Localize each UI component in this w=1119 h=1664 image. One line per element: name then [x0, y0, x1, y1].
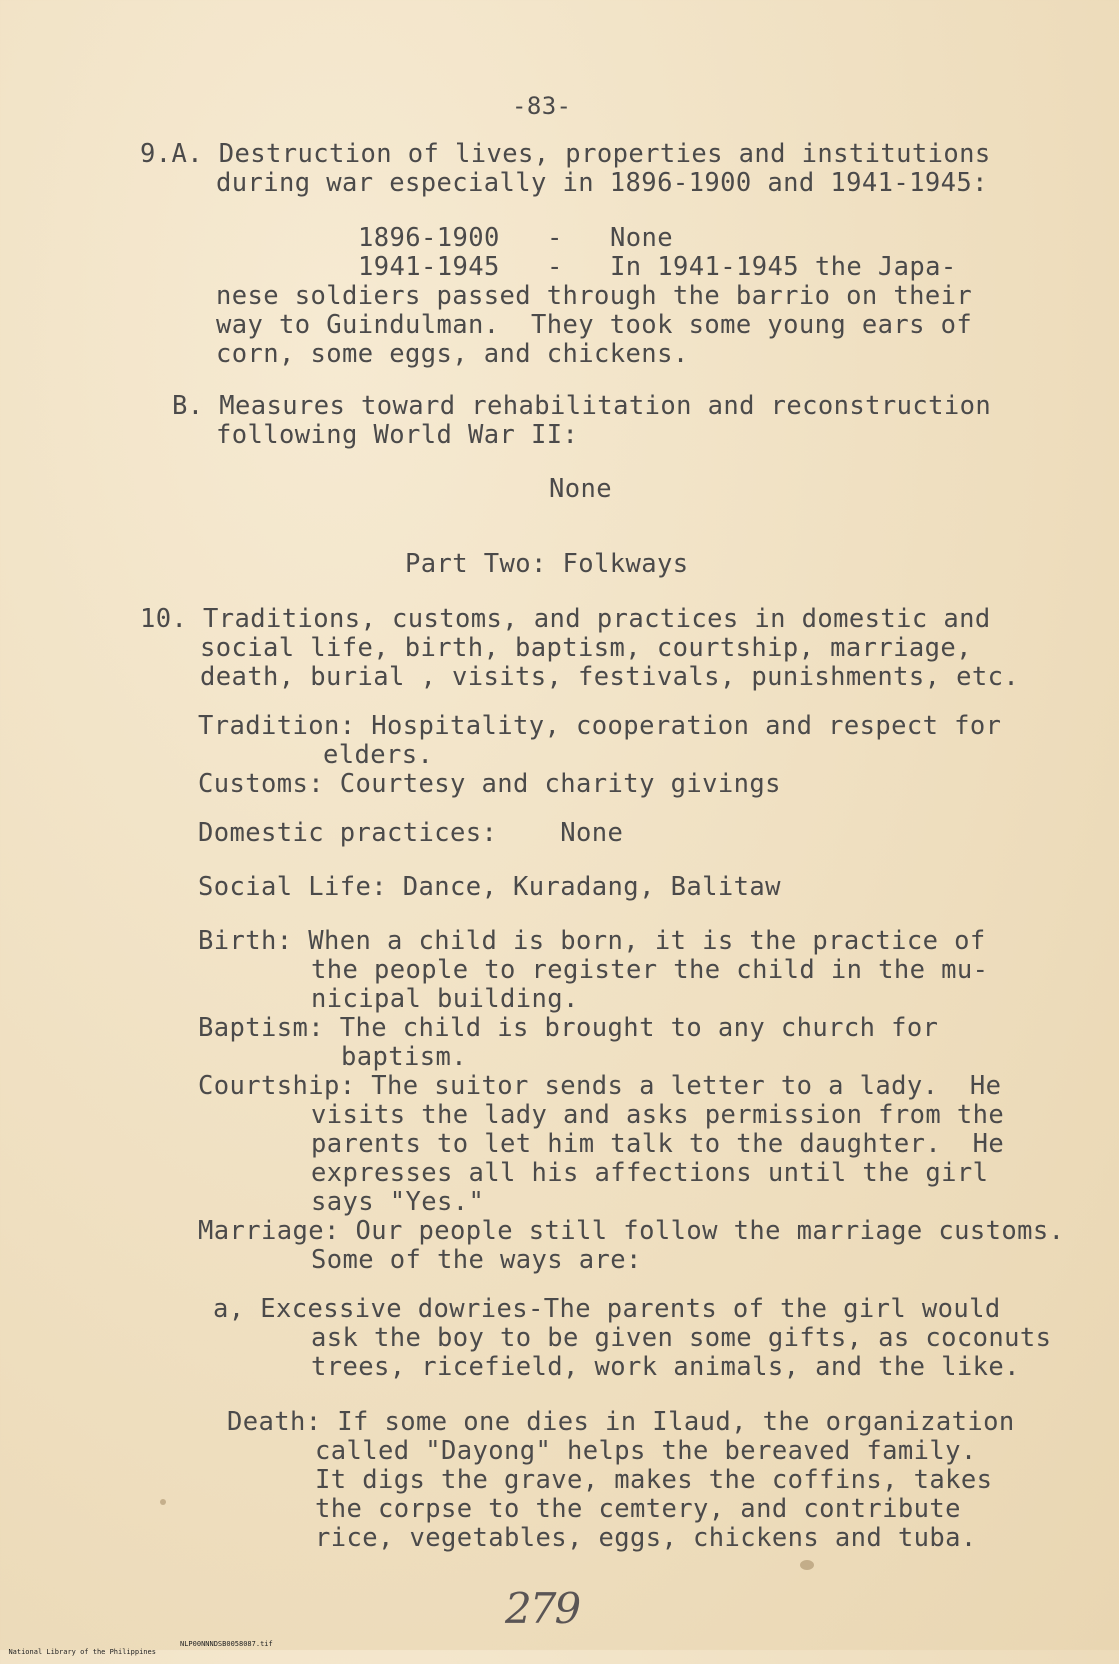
text-line-21: the people to register the child in the mu- [311, 955, 989, 985]
text-line-7: corn, some eggs, and chickens. [216, 339, 689, 369]
footer-source-label: National Library of the Philippines [8, 1648, 156, 1656]
text-line-36: called "Dayong" helps the bereaved family. [315, 1436, 977, 1466]
text-line-3: 1896-1900 - None [358, 223, 674, 253]
text-line-27: parents to let him talk to the daughter. He [311, 1129, 1005, 1159]
text-line-2: during war especially in 1896-1900 and 1941-1945: [216, 168, 988, 198]
stain-mark [160, 1499, 166, 1505]
page-number: -83- [512, 92, 572, 120]
text-line-37: It digs the grave, makes the coffins, takes [315, 1465, 993, 1495]
text-line-18: Domestic practices: None [198, 818, 624, 848]
section-heading: Part Two: Folkways [405, 549, 689, 579]
text-line-15: Tradition: Hospitality, cooperation and respect for [198, 711, 1002, 741]
text-line-1: 9.A. Destruction of lives, properties and institutions [140, 139, 991, 169]
stain-mark [800, 1560, 814, 1570]
text-line-16: elders. [323, 740, 434, 770]
text-line-22: nicipal building. [311, 984, 579, 1014]
handwritten-page-number: 279 [505, 1584, 580, 1633]
footer-file-name: NLP00NNNDSB0058087.tif [180, 1640, 273, 1648]
text-line-9: following World War II: [216, 420, 579, 450]
text-line-8: B. Measures toward rehabilitation and reconstruction [172, 391, 992, 421]
text-line-38: the corpse to the cemtery, and contribute [315, 1494, 961, 1524]
archive-footer [0, 1640, 273, 1664]
text-line-6: way to Guindulman. They took some young ears of [216, 310, 973, 340]
text-line-25: Courtship: The suitor sends a letter to a lady. He [198, 1071, 1002, 1101]
text-line-5: nese soldiers passed through the barrio on their [216, 281, 973, 311]
text-line-30: Marriage: Our people still follow the marriage customs. [198, 1216, 1065, 1246]
text-line-23: Baptism: The child is brought to any church for [198, 1013, 939, 1043]
text-line-13: social life, birth, baptism, courtship, marriage, [200, 633, 972, 663]
text-line-33: ask the boy to be given some gifts, as coconuts [311, 1323, 1052, 1353]
text-line-28: expresses all his affections until the girl [311, 1158, 989, 1188]
text-line-4: 1941-1945 - In 1941-1945 the Japa- [358, 252, 957, 282]
text-line-31: Some of the ways are: [311, 1245, 642, 1275]
text-line-24: baptism. [341, 1042, 468, 1072]
text-line-10: None [549, 474, 613, 504]
text-line-35: Death: If some one dies in Ilaud, the organization [227, 1407, 1015, 1437]
text-line-12: 10. Traditions, customs, and practices in domestic and [140, 604, 991, 634]
text-line-20: Birth: When a child is born, it is the practice of [198, 926, 986, 956]
text-line-34: trees, ricefield, work animals, and the like. [311, 1352, 1020, 1382]
text-line-29: says "Yes." [311, 1187, 485, 1217]
text-line-14: death, burial , visits, festivals, punishments, etc. [200, 662, 1020, 692]
text-line-17: Customs: Courtesy and charity givings [198, 769, 781, 799]
text-line-26: visits the lady and asks permission from the [311, 1100, 1005, 1130]
text-line-39: rice, vegetables, eggs, chickens and tuba. [315, 1523, 977, 1553]
text-line-19: Social Life: Dance, Kuradang, Balitaw [198, 872, 781, 902]
text-line-32: a, Excessive dowries-The parents of the girl would [213, 1294, 1001, 1324]
